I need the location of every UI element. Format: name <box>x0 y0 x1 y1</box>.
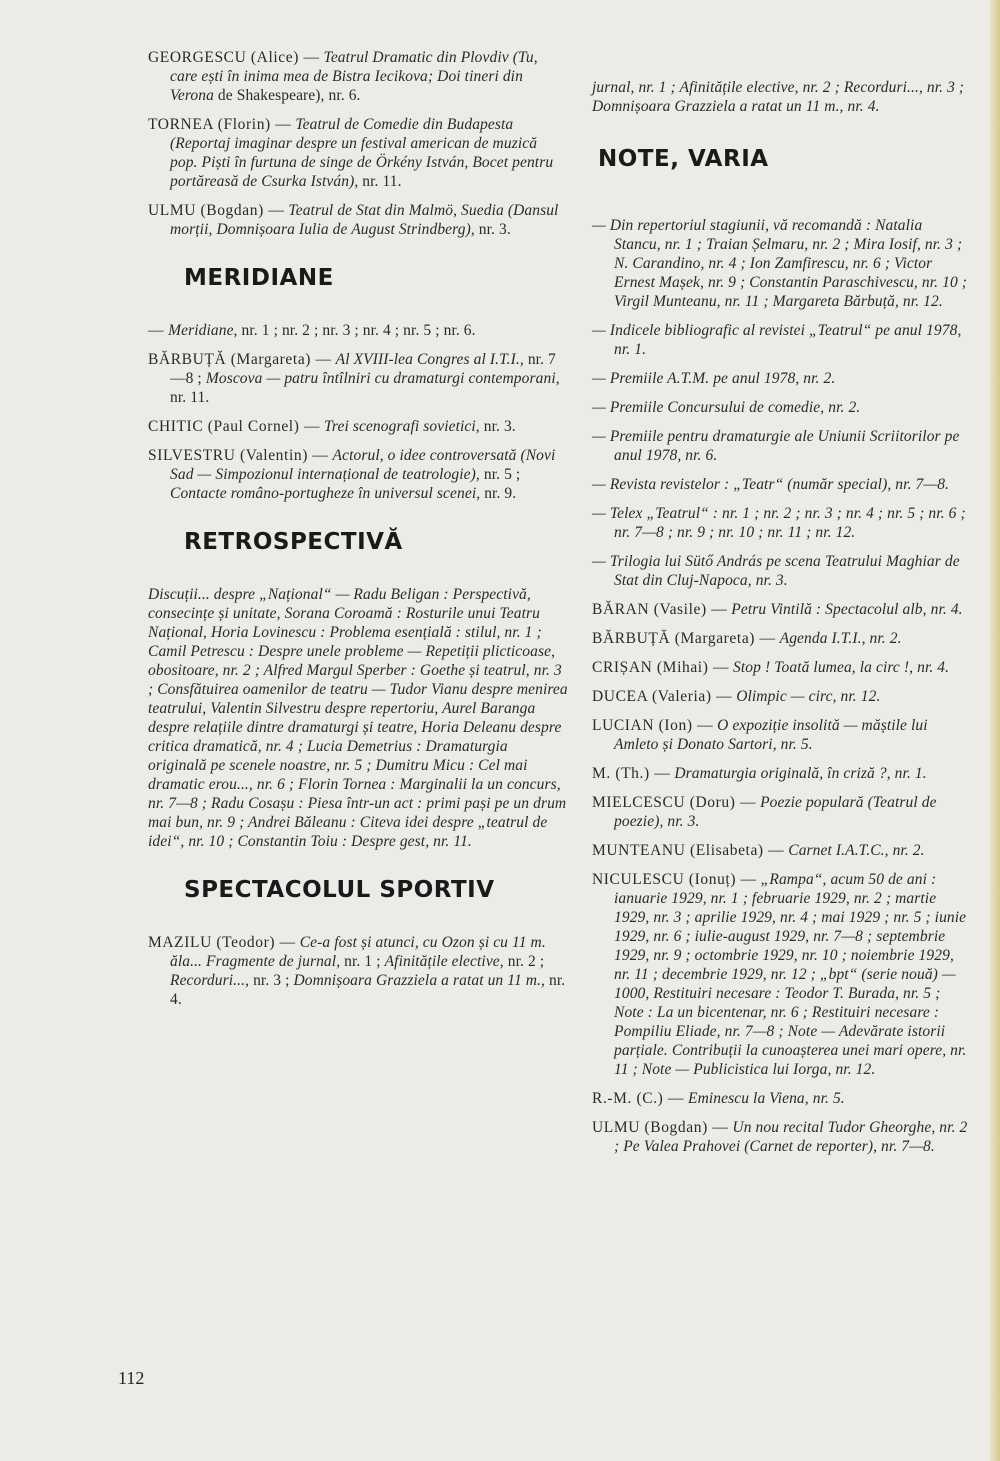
right-column <box>592 78 970 1166</box>
index-entry <box>592 1089 970 1108</box>
note-text: — Premiile A.T.M. pe anul 1978, nr. 2. <box>592 370 836 387</box>
entry-title: Petru Vintilă : Spectacolul alb, nr. 4. <box>731 601 963 618</box>
binding-edge <box>990 0 1000 1461</box>
retrospective-paragraph <box>148 585 568 851</box>
entry-author: CRIȘAN (Mihai) — <box>592 659 730 676</box>
note-text: — Din repertoriul stagiunii, vă recomandă : Natalia Stancu, nr. 1 ; Traian Șelmaru, nr. 2 ; Mira Iosif, nr. 3 ; N. Carandino, nr. 4 ; Ion Zamfirescu, nr. 6 ; Victor Ernest Mașek, nr. 9 ; Constantin Paraschivescu, nr. 10 ; Virgil Munteanu, nr. 11 ; Margareta Bărbuță, nr. 12. <box>592 217 968 310</box>
entry-author: SILVESTRU (Valentin) — <box>148 447 329 464</box>
left-column <box>148 48 568 1019</box>
index-entry <box>148 933 568 1009</box>
index-entry <box>592 1118 970 1156</box>
entry-issue: nr. 3. <box>478 221 511 238</box>
index-entry <box>148 321 568 340</box>
entry-author: MAZILU (Teodor) — <box>148 934 296 951</box>
note-author-list <box>592 600 970 1156</box>
index-entry <box>592 841 970 860</box>
note-text: — Premiile pentru dramaturgie ale Uniunii Scriitorilor pe anul 1978, nr. 6. <box>592 428 960 464</box>
entry-issue: de Shakespeare), nr. 6. <box>217 87 361 104</box>
index-entry <box>148 201 568 239</box>
entry-author: DUCEA (Valeria) — <box>592 688 733 705</box>
entry-title: Dramaturgia originală, în criză ?, nr. 1. <box>674 765 927 782</box>
entry-title: Teatrul de Comedie din Budapesta (Reportaj imaginar despre un festival american de muzică pop. Piști în furtuna de singe de Örkény István, Bocet pentru portăreasă de Csurka István), <box>170 116 554 190</box>
index-entry <box>592 870 970 1079</box>
note-entry <box>592 475 970 494</box>
entry-title: Domnișoara Grazziela a ratat un 11 m., <box>293 972 546 989</box>
page-number: 112 <box>118 1368 145 1388</box>
entry-author: MIELCESCU (Doru) — <box>592 794 757 811</box>
section-heading-note-varia: NOTE, VARIA <box>598 146 769 172</box>
entry-author: GEORGESCU (Alice) — <box>148 49 320 66</box>
entry-issue: nr. 5 ; <box>483 466 521 483</box>
index-entry <box>592 629 970 648</box>
entry-issue: nr. 2 ; <box>507 953 545 970</box>
entry-title: „Rampa“, acum 50 de ani : ianuarie 1929, nr. 1 ; februarie 1929, nr. 2 ; martie 1929, nr. 3 ; aprilie 1929, nr. 4 ; mai 1929 ; nr. 5 ; iunie 1929, nr. 6 ; iulie-august 1929, nr. 7—8 ; septembrie 1929, nr. 9 ; octombrie 1929, nr. 10 ; noiembrie 1929, nr. 11 ; decembrie 1929, nr. 12 ; „bpt“ (serie nouă) — 1000, Restituiri necesare : Teodor T. Burada, nr. 5 ; Note : La un bicentenar, nr. 6 ; Restituiri necesare : Pompiliu Eliade, nr. 7—8 ; Note — Adevărate istorii parțiale. Contribuții la cunoașterea unei mari opere, nr. 11 ; Note — Publicistica lui Iorga, nr. 12. <box>614 871 967 1078</box>
entry-title: Moscova — patru întîlniri cu dramaturgi contemporani, <box>205 370 560 387</box>
entry-title: Teatrul Dramatic din Plovdiv (Tu, care ești în inima mea de Bistra Iecikova; Doi tineri din Verona <box>170 49 538 104</box>
entry-author: CHITIC (Paul Cornel) — <box>148 418 321 435</box>
entry-author: — <box>148 322 165 339</box>
entry-title: Un nou recital Tudor Gheorghe, nr. 2 ; Pe Valea Prahovei (Carnet de reporter), nr. 7—8. <box>614 1119 968 1155</box>
entry-author: MUNTEANU (Elisabeta) — <box>592 842 785 859</box>
entry-title: O expoziție insolită — măștile lui Amleto și Donato Sartori, nr. 5. <box>614 717 928 753</box>
index-entry <box>148 48 568 105</box>
continuation-text <box>592 78 970 116</box>
entry-author: BĂRBUȚĂ (Margareta) — <box>592 630 776 647</box>
entry-author: TORNEA (Florin) — <box>148 116 292 133</box>
entry-author: BĂRBUȚĂ (Margareta) — <box>148 351 332 368</box>
note-text: — Telex „Teatrul“ : nr. 1 ; nr. 2 ; nr. 3 ; nr. 4 ; nr. 5 ; nr. 6 ; nr. 7—8 ; nr. 9 ; nr. 10 ; nr. 11 ; nr. 12. <box>592 505 966 541</box>
index-entry <box>148 115 568 191</box>
entry-title: Trei scenografi sovietici, <box>324 418 480 435</box>
index-entry <box>592 764 970 783</box>
entry-title: Contacte româno-portugheze în universul scenei, <box>170 485 481 502</box>
entry-issue: nr. 7—8 ; <box>170 351 556 387</box>
entry-title: Agenda I.T.I., nr. 2. <box>779 630 902 647</box>
entry-issue: nr. 11. <box>362 173 402 190</box>
note-entry <box>592 504 970 542</box>
entry-issue: nr. 1 ; nr. 2 ; nr. 3 ; nr. 4 ; nr. 5 ; nr. 6. <box>241 322 476 339</box>
paragraph-text: jurnal, nr. 1 ; Afinitățile elective, nr. 2 ; Recorduri..., nr. 3 ; Domnișoara Grazziela a ratat un 11 m., nr. 4. <box>592 79 965 115</box>
entry-title: Recorduri..., <box>170 972 250 989</box>
entry-author: NICULESCU (Ionuț) — <box>592 871 757 888</box>
entry-title: Al XVIII-lea Congres al I.T.I., <box>335 351 524 368</box>
entry-title: Afinitățile elective, <box>384 953 504 970</box>
index-entry <box>592 793 970 831</box>
note-entry <box>592 369 970 388</box>
entry-title: Stop ! Toată lumea, la circ !, nr. 4. <box>733 659 950 676</box>
entry-title: Eminescu la Viena, nr. 5. <box>688 1090 845 1107</box>
note-entry <box>592 321 970 359</box>
index-entry <box>148 446 568 503</box>
entry-author: LUCIAN (Ion) — <box>592 717 714 734</box>
index-entry <box>148 417 568 436</box>
note-text: — Indicele bibliografic al revistei „Teatrul“ pe anul 1978, nr. 1. <box>592 322 962 358</box>
entry-title: Olimpic — circ, nr. 12. <box>736 688 881 705</box>
note-text: — Premiile Concursului de comedie, nr. 2. <box>592 399 861 416</box>
note-text: — Trilogia lui Sütő András pe scena Teatrului Maghiar de Stat din Cluj-Napoca, nr. 3. <box>592 553 960 589</box>
index-entry <box>592 687 970 706</box>
section-heading-retrospectiva: RETROSPECTIVĂ <box>184 529 403 555</box>
entry-author: ULMU (Bogdan) — <box>592 1119 729 1136</box>
entry-author: R.-M. (C.) — <box>592 1090 685 1107</box>
note-entry <box>592 398 970 417</box>
section-heading-spectacolul-sportiv: SPECTACOLUL SPORTIV <box>184 877 495 903</box>
entry-title: Actorul, o idee controversată (Novi Sad — Simpozionul internațional de teatrologie), <box>170 447 556 483</box>
entry-title: Ce-a fost și atunci, cu Ozon și cu 11 m. ăla... Fragmente de jurnal, <box>170 934 546 970</box>
entry-author: BĂRAN (Vasile) — <box>592 601 728 618</box>
index-entry <box>148 350 568 407</box>
entry-issue: nr. 1 ; <box>344 953 381 970</box>
note-entry <box>592 216 970 311</box>
index-entry <box>592 600 970 619</box>
section-heading-meridiane: MERIDIANE <box>184 265 334 291</box>
index-entry <box>592 658 970 677</box>
index-entry <box>592 716 970 754</box>
entry-issue: nr. 3. <box>483 418 516 435</box>
entry-issue: nr. 4. <box>170 972 566 1008</box>
note-entry <box>592 427 970 465</box>
entry-issue: nr. 11. <box>170 389 210 406</box>
paragraph-text: Discuții... despre „Național“ — Radu Beligan : Perspectivă, consecințe și unitate, Sorana Coroamă : Rosturile unui Teatru Național, Horia Lovinescu : Problema esențială : stilul, nr. 1 ; Camil Petrescu : Despre unele probleme — Repetiții plicticoase, obositoare, nr. 2 ; Alfred Margul Sperber : Goethe și teatrul, nr. 3 ; Consfătuirea oamenilor de teatru — Tudor Vianu despre menirea teatrului, Valentin Silvestru despre repertoriu, Aurel Baranga despre relațiile dintre dramaturgi și teatre, Horia Deleanu despre critica dramatică, nr. 4 ; Lucia Demetrius : Dramaturgia originală pe scenele noastre, nr. 5 ; Dumitru Micu : Cel mai dramatic erou..., nr. 6 ; Florin Tornea : Marginalii la un concurs, nr. 7—8 ; Radu Cosașu : Piesa într-un act : primi pași pe un drum mai bun, nr. 9 ; Andrei Băleanu : Citeva idei despre „teatrul de idei“, nr. 10 ; Constantin Toiu : Despre gest, nr. 11. <box>148 586 568 850</box>
entry-title: Poezie populară (Teatrul de poezie), nr. 3. <box>614 794 937 830</box>
entry-title: Meridiane, <box>168 322 238 339</box>
note-text: — Revista revistelor : „Teatr“ (număr special), nr. 7—8. <box>592 476 950 493</box>
entry-issue: nr. 9. <box>484 485 517 502</box>
note-dash-list <box>592 216 970 590</box>
entry-title: Teatrul de Stat din Malmö, Suedia (Dansul morții, Domnișoara Iulia de August Strindberg), <box>170 202 559 238</box>
entry-author: M. (Th.) — <box>592 765 671 782</box>
entry-author: ULMU (Bogdan) — <box>148 202 285 219</box>
note-entry <box>592 552 970 590</box>
entry-title: Carnet I.A.T.C., nr. 2. <box>788 842 925 859</box>
entry-issue: nr. 3 ; <box>253 972 290 989</box>
